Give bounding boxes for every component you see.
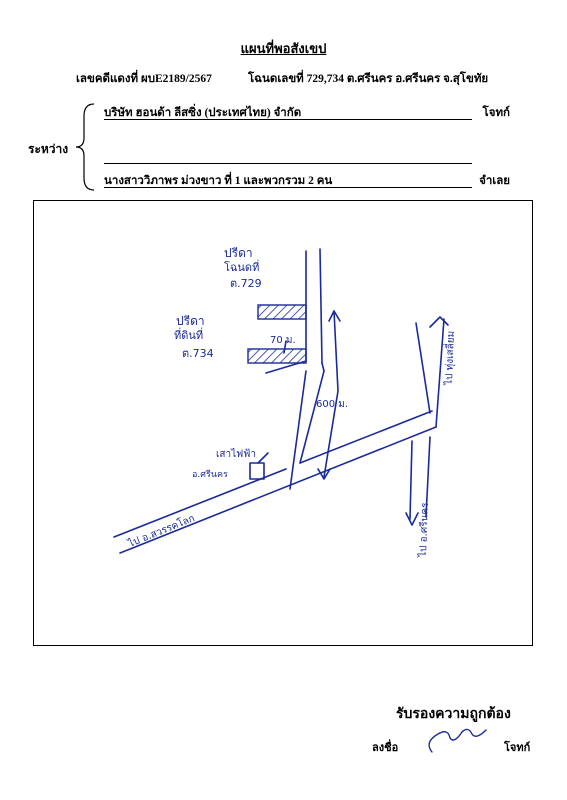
road-label-srinakhon: ไป อ.ศรีนคร xyxy=(418,502,431,558)
pole-label: เสาไฟฟ้า xyxy=(216,449,256,460)
defendant-name: นางสาววิภาพร ม่วงขาว ที่ 1 และพวกรวม 2 คน xyxy=(104,175,333,187)
sign-role: โจทก์ xyxy=(504,742,531,754)
underline xyxy=(104,163,472,164)
road-label-sawankhalok: ไป อ.สวรรคโลก xyxy=(127,513,197,550)
side-road-right-edge xyxy=(436,319,444,427)
side-road-lower-left xyxy=(410,441,412,519)
access-lane-bend-r xyxy=(322,363,324,371)
case-number: เลขคดีแดงที่ ผบE2189/2567 xyxy=(76,73,212,85)
plot-distance: 70 ม. xyxy=(270,335,296,346)
underline xyxy=(104,187,472,188)
blank-row xyxy=(104,148,510,164)
plaintiff-row xyxy=(104,104,510,120)
defendant-row xyxy=(104,172,510,188)
defendant-role: จำเลย xyxy=(479,175,510,187)
road-distance: 600 ม. xyxy=(316,399,349,410)
plot-upper-deed-no: ต.729 xyxy=(230,277,262,290)
plot-upper-owner: ปรีดา xyxy=(224,246,253,260)
plaintiff-name: บริษัท ฮอนด้า ลีสซิ่ง (ประเทศไทย) จำกัด xyxy=(104,107,302,119)
sketch-map xyxy=(34,201,534,647)
plot-lower-deed-no: ต.734 xyxy=(182,347,214,360)
access-lane-top-right xyxy=(320,249,322,363)
certification-statement: รับรองความถูกต้อง xyxy=(396,706,511,722)
pole-marker xyxy=(250,463,264,479)
road-label-thungsaliam: ไป ทุ่งเสลี่ยม xyxy=(444,330,457,386)
plot-lower-owner: ปรีดา xyxy=(176,314,205,328)
deed-info: โฉนดเลขที่ 729,734 ต.ศรีนคร อ.ศรีนคร จ.สุโขทัย xyxy=(248,73,489,85)
between-label: ระหว่าง xyxy=(28,142,69,156)
map-frame xyxy=(33,200,533,646)
signature xyxy=(420,722,492,756)
plot-lower-deed-prefix: ที่ดินที่ xyxy=(174,329,204,342)
plaintiff-role: โจทก์ xyxy=(482,107,510,119)
plot-upper-deed-prefix: โฉนดที่ xyxy=(224,261,260,274)
curly-brace xyxy=(74,102,96,192)
plot-upper xyxy=(258,305,306,319)
case-info-line xyxy=(76,70,516,88)
underline xyxy=(104,119,472,120)
junction-label: อ.ศรีนคร xyxy=(192,470,228,480)
sign-label: ลงชื่อ xyxy=(372,742,399,754)
page-title: แผนที่พอสังเขป xyxy=(240,41,327,56)
side-road-left-edge xyxy=(416,323,430,413)
access-lane-left xyxy=(290,371,306,489)
plot-lower xyxy=(248,349,306,363)
